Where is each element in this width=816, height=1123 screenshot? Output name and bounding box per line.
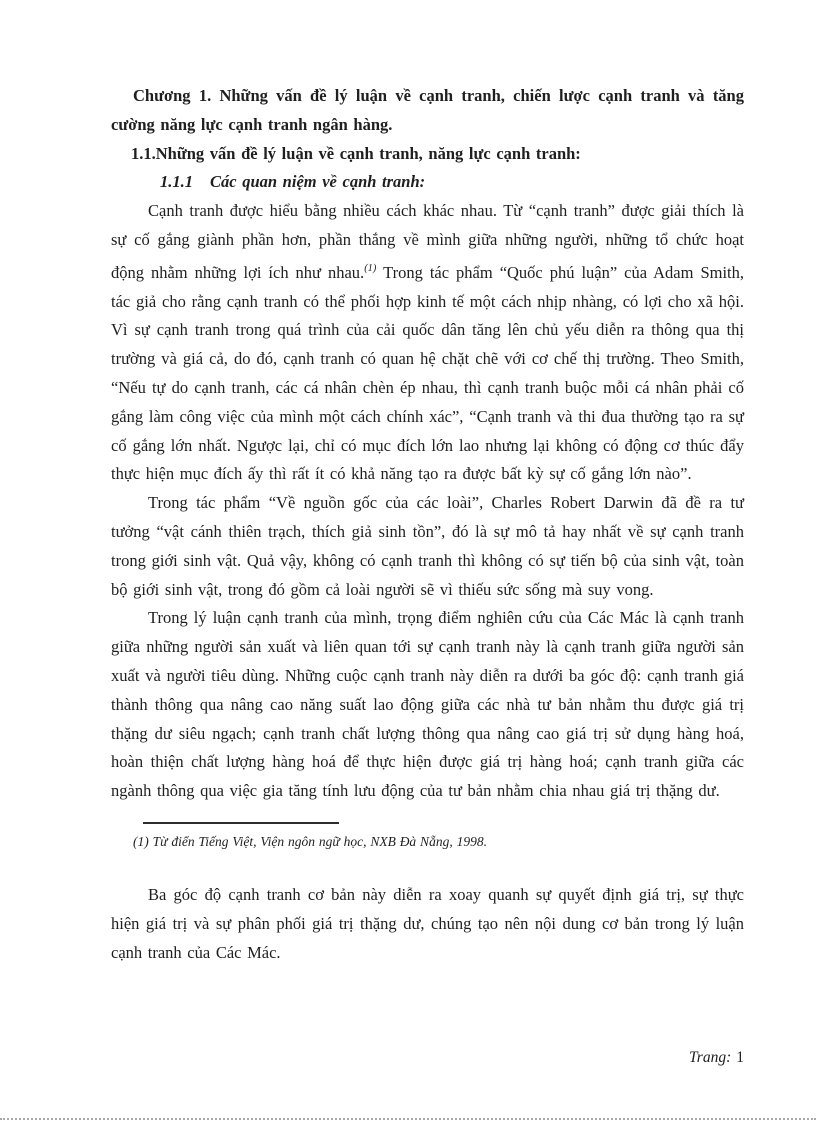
- paragraph-1-continued: Trong tác phẩm “Quốc phú luận” của Adam Smith, tác giả cho rằng cạnh tranh có thể phối hợp kinh tế một cách nhịp nhàng, có lợi cho xã hội. Vì sự cạnh tranh trong quá trình của cải quốc dân tăng lên chủ yếu diễn ra thông qua thị trường và giá cả, do đó, cạnh tranh có quan hệ chặt chẽ với cơ chế thị trường. Theo Smith, “Nếu tự do cạnh tranh, các cá nhân chèn ép nhau, thì cạnh tranh buộc mỗi cá nhân phải cố gắng làm công việc của mình một cách chính xác”, “Cạnh tranh và thi đua thường tạo ra sự cố gắng lớn nhất. Ngược lại, chỉ có mục đích lớn lao nhưng lại không có động cơ thúc đẩy thực hiện mục đích ấy thì rất ít có khả năng tạo ra được bất kỳ sự cố gắng lớn nào”.: [111, 262, 745, 484]
- chapter-heading: Chương 1. Những vấn đề lý luận về cạnh tranh, chiến lược cạnh tranh và tăng cường năng lực cạnh tranh ngân hàng.: [111, 86, 744, 134]
- paragraph-1: [111, 197, 744, 489]
- page-boundary-dotted-line: [0, 1118, 816, 1120]
- footnote-separator-line: [143, 822, 339, 824]
- paragraph-4: Ba góc độ cạnh tranh cơ bản này diễn ra xoay quanh sự quyết định giá trị, sự thực hiện giá trị và sự phân phối giá trị thặng dư, chúng tạo nên nội dung cơ bản trong lý luận cạnh tranh của Các Mác.: [111, 884, 744, 962]
- subsection-number: 1.1.1: [160, 172, 193, 192]
- paragraph-2: Trong tác phẩm “Về nguồn gốc của các loài”, Charles Robert Darwin đã đề ra tư tưởng “vật cánh thiên trạch, thích giả sinh tồn”, đó là sự mô tả hay nhất về sự cạnh tranh trong giới sinh vật. Quả vậy, không có cạnh tranh thì không có sự tiến bộ của sinh vật, toàn bộ giới sinh vật, trong đó gồm cả loài người sẽ vì thiếu sức sống mà suy vong.: [111, 493, 744, 599]
- section-heading: 1.1.Những vấn đề lý luận về cạnh tranh, năng lực cạnh tranh:: [131, 143, 581, 163]
- paragraph-1-text: Cạnh tranh được hiểu bằng nhiều cách khác nhau. Từ “cạnh tranh” được giải thích là sự cố gắng giành phần hơn, phần thắng về mình giữa những người, những tổ chức hoạt động nhằm những lợi ích như nhau.: [111, 201, 744, 282]
- page-label: Trang:: [689, 1049, 732, 1066]
- subsection-title: Các quan niệm về cạnh tranh:: [210, 172, 426, 192]
- subsection-heading: [111, 168, 744, 197]
- footnote: (1) Từ điển Tiếng Việt, Viện ngôn ngữ học, NXB Đà Nẵng, 1998.: [133, 833, 487, 849]
- footnote-reference: (1): [364, 262, 377, 274]
- footnote-area: [111, 822, 744, 852]
- page-body: [111, 82, 744, 967]
- page-footer: [111, 1048, 744, 1068]
- paragraph-3: Trong lý luận cạnh tranh của mình, trọng điểm nghiên cứu của Các Mác là cạnh tranh giữa những người sản xuất và liên quan tới sự cạnh tranh này là cạnh tranh giữa người sản xuất và người tiêu dùng. Những cuộc cạnh tranh này diễn ra dưới ba góc độ: cạnh tranh giá thành thông qua nâng cao năng suất lao động giữa các nhà tư bản nhằm thu được giá trị thặng dư siêu ngạch; cạnh tranh chất lượng thông qua nâng cao giá trị sử dụng hàng hoá, hoàn thiện chất lượng hàng hoá để thực hiện được giá trị hàng hoá; cạnh tranh giữa các ngành thông qua việc gia tăng tính lưu động của tư bản nhằm chia nhau giá trị thặng dư.: [111, 608, 744, 801]
- page-number: 1: [736, 1049, 744, 1066]
